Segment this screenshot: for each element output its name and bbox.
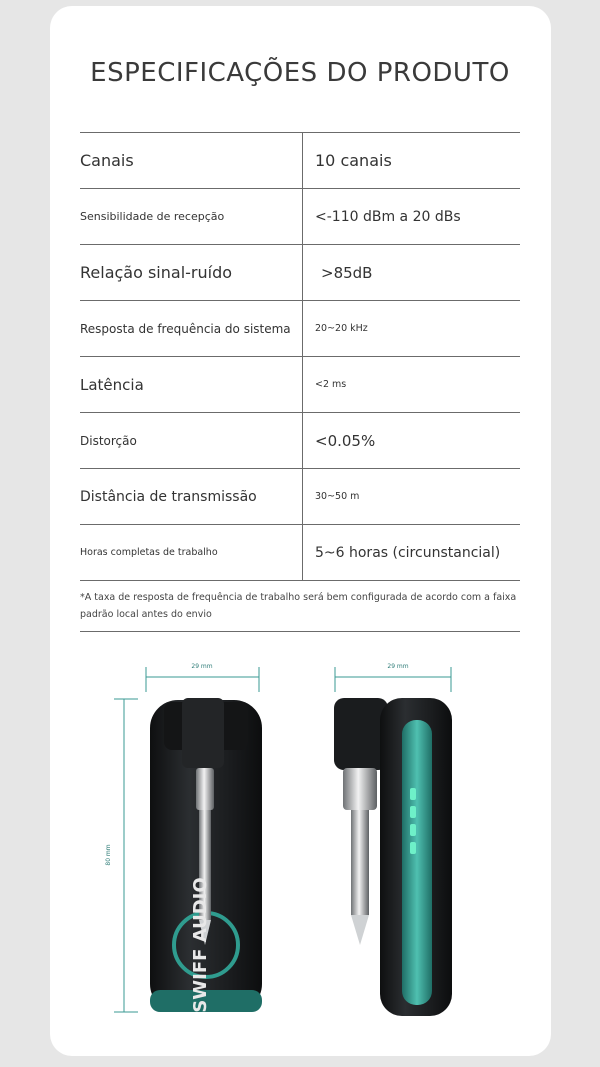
divider xyxy=(80,631,520,632)
spec-value: >85dB xyxy=(302,245,520,300)
width-dimension-front xyxy=(146,667,259,692)
spec-row xyxy=(80,189,520,245)
spec-row xyxy=(80,133,520,189)
spec-label: Distância de transmissão xyxy=(80,488,257,505)
spec-row xyxy=(80,301,520,357)
spec-label: Distorção xyxy=(80,433,137,448)
width-dimension-side xyxy=(335,667,451,692)
spec-row xyxy=(80,469,520,525)
spec-row xyxy=(80,525,520,581)
spec-row xyxy=(80,357,520,413)
spec-value: <2 ms xyxy=(302,357,520,412)
spec-value: 5~6 horas (circunstancial) xyxy=(302,525,520,580)
spec-value: 20~20 kHz xyxy=(302,301,520,356)
height-label: 80 mm xyxy=(105,844,112,866)
height-dimension xyxy=(114,699,138,1012)
width-label-side: 29 mm xyxy=(387,663,409,670)
spec-table xyxy=(80,132,520,581)
brand-logo: SWIFF AUDIO xyxy=(190,877,211,1013)
spec-value: 10 canais xyxy=(302,133,520,188)
spec-value: <-110 dBm a 20 dBs xyxy=(302,189,520,244)
spec-value: 30~50 m xyxy=(302,469,520,524)
spec-value: <0.05% xyxy=(302,413,520,468)
spec-label: Canais xyxy=(80,151,134,170)
product-dimensions-illustration xyxy=(0,640,600,1040)
spec-label: Relação sinal-ruído xyxy=(80,263,233,282)
spec-row xyxy=(80,413,520,469)
width-label-front: 29 mm xyxy=(191,663,213,670)
footnote: *A taxa de resposta de frequência de trabalho será bem configurada de acordo com a faixa padrão local antes do envio xyxy=(80,592,517,620)
spec-label: Horas completas de trabalho xyxy=(80,547,218,558)
spec-label: Resposta de frequência do sistema xyxy=(80,321,291,336)
transmitter-front-view xyxy=(150,698,262,1013)
spec-row xyxy=(80,245,520,301)
page-title: ESPECIFICAÇÕES DO PRODUTO xyxy=(90,58,510,88)
transmitter-side-view xyxy=(334,698,452,1016)
spec-label: Sensibilidade de recepção xyxy=(80,210,225,223)
spec-label: Latência xyxy=(80,375,144,394)
